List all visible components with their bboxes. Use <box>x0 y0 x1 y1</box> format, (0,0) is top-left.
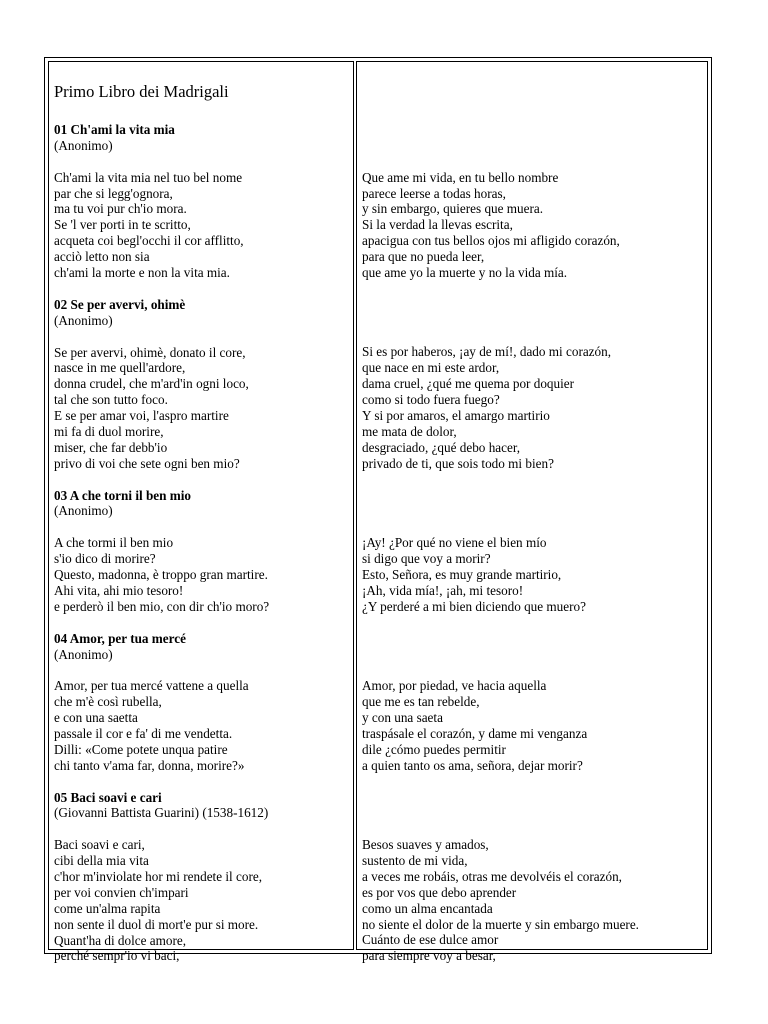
poem-title: 02 Se per avervi, ohimè <box>54 296 186 312</box>
italian-verse-line: mi fa di duol morire, <box>54 423 164 439</box>
italian-verse-line: ma tu voi pur ch'io mora. <box>54 201 187 217</box>
spacer <box>362 615 705 631</box>
italian-verse-line: Baci soavi e cari, <box>54 837 145 853</box>
italian-column <box>48 61 354 964</box>
spanish-verse-line: apacigua con tus bellos ojos mi afligido corazón, <box>362 233 620 249</box>
spanish-verse-line: para que no pueda leer, <box>362 249 485 265</box>
poem-author: (Anonimo) <box>54 503 113 519</box>
italian-verse-line: c'hor m'inviolate hor mi rendete il core, <box>54 869 262 885</box>
spacer <box>54 519 351 535</box>
spanish-verse-line: que me es tan rebelde, <box>362 694 480 710</box>
spacer <box>362 472 705 488</box>
spanish-verse-line: Si la verdad la llevas escrita, <box>362 217 513 233</box>
spanish-column <box>356 61 708 964</box>
spanish-text <box>362 82 705 964</box>
spacer <box>362 519 705 535</box>
spacer <box>362 662 705 678</box>
poem-title: 05 Baci soavi e cari <box>54 789 162 805</box>
spanish-verse-line: Que ame mi vida, en tu bello nombre <box>362 169 559 185</box>
spacer <box>362 154 705 170</box>
spanish-verse-line: que ame yo la muerte y no la vida mía. <box>362 265 568 281</box>
spacer <box>362 774 705 790</box>
italian-verse-line: e con una saetta <box>54 710 138 726</box>
italian-verse-line: Se per avervi, ohimè, donato il core, <box>54 344 246 360</box>
spanish-verse-line: dile ¿cómo puedes permitir <box>362 741 506 757</box>
spacer <box>362 789 705 805</box>
italian-verse-line: acqueta coi begl'occhi il cor afflitto, <box>54 233 244 249</box>
italian-verse-line: nasce in me quell'ardore, <box>54 360 186 376</box>
poem-author: (Anonimo) <box>54 646 113 662</box>
italian-verse-line: perché sempr'io vi baci, <box>54 948 180 964</box>
italian-verse-line: par che si legg'ognora, <box>54 185 173 201</box>
spacer <box>362 487 705 503</box>
italian-verse-line: privo di voi che sete ogni ben mio? <box>54 455 240 471</box>
italian-verse-line: Dilli: «Come potete unqua patire <box>54 741 228 757</box>
spanish-verse-line: me mata de dolor, <box>362 423 457 439</box>
spanish-verse-line: no siente el dolor de la muerte y sin embargo muere. <box>362 916 639 932</box>
spanish-verse-line: ¿Y perderé a mi bien diciendo que muero? <box>362 598 586 614</box>
title-spacer <box>362 82 705 122</box>
italian-verse-line: acciò letto non sia <box>54 249 150 265</box>
spanish-verse-line: dama cruel, ¿qué me quema por doquier <box>362 376 575 392</box>
poem-title: 04 Amor, per tua mercé <box>54 630 186 646</box>
spanish-verse-line: si digo que voy a morir? <box>362 551 491 567</box>
italian-verse-line: s'io dico di morire? <box>54 551 156 567</box>
spacer <box>362 821 705 837</box>
spanish-verse-line: a veces me robáis, otras me devolvéis el corazón, <box>362 868 622 884</box>
spacer <box>54 662 351 678</box>
document-title: Primo Libro dei Madrigali <box>54 82 229 101</box>
spacer <box>362 313 705 329</box>
italian-verse-line: E se per amar voi, l'aspro martire <box>54 408 229 424</box>
spanish-verse-line: Amor, por piedad, ve hacia aquella <box>362 678 547 694</box>
italian-verse-line: A che tormi il ben mio <box>54 535 174 551</box>
italian-verse-line: ch'ami la morte e non la vita mia. <box>54 265 230 281</box>
italian-verse-line: cibi della mia vita <box>54 853 149 869</box>
spacer <box>54 154 351 170</box>
italian-verse-line: chi tanto v'ama far, donna, morire?» <box>54 757 245 773</box>
spanish-verse-line: a quien tanto os ama, señora, dejar morir? <box>362 757 583 773</box>
spanish-verse-line: privado de ti, que sois todo mi bien? <box>362 455 554 471</box>
spacer <box>54 615 351 631</box>
spacer <box>362 646 705 662</box>
poem-title: 03 A che torni il ben mio <box>54 487 192 503</box>
italian-verse-line: Se 'l ver porti in te scritto, <box>54 217 191 233</box>
italian-verse-line: che m'è così rubella, <box>54 694 162 710</box>
spanish-verse-line: parece leerse a todas horas, <box>362 185 506 201</box>
italian-verse-line: e perderò il ben mio, con dir ch'io moro? <box>54 598 270 614</box>
spanish-verse-line: como un alma encantada <box>362 900 493 916</box>
italian-verse-line: miser, che far debb'io <box>54 439 168 455</box>
spanish-verse-line: Si es por haberos, ¡ay de mí!, dado mi corazón, <box>362 344 612 360</box>
spanish-verse-line: desgraciado, ¿qué debo hacer, <box>362 439 521 455</box>
spanish-verse-line: sustento de mi vida, <box>362 852 468 868</box>
spacer <box>54 774 351 790</box>
spanish-verse-line: que nace en mi este ardor, <box>362 360 500 376</box>
italian-verse-line: donna crudel, che m'ard'in ogni loco, <box>54 376 249 392</box>
poem-title: 01 Ch'ami la vita mia <box>54 122 175 137</box>
spacer <box>54 281 351 297</box>
poem-author: (Anonimo) <box>54 312 113 328</box>
spanish-verse-line: como si todo fuera fuego? <box>362 392 500 408</box>
spacer <box>362 122 705 138</box>
poem-author: (Giovanni Battista Guarini) (1538-1612) <box>54 805 269 821</box>
spacer <box>362 631 705 647</box>
spanish-verse-line: Besos suaves y amados, <box>362 837 489 853</box>
italian-verse-line: Amor, per tua mercé vattene a quella <box>54 678 249 694</box>
spacer <box>54 329 351 345</box>
spanish-verse-line: Y si por amaros, el amargo martirio <box>362 408 550 424</box>
spacer <box>362 138 705 154</box>
poem-author: (Anonimo) <box>54 137 113 153</box>
spacer <box>362 281 705 297</box>
italian-verse-line: Questo, madonna, è troppo gran martire. <box>54 567 268 583</box>
italian-verse-line: come un'alma rapita <box>54 900 161 916</box>
document-table <box>44 57 712 964</box>
italian-verse-line: non sente il duol di mort'e pur si more. <box>54 916 259 932</box>
spacer <box>362 805 705 821</box>
italian-verse-line: per voi convien ch'impari <box>54 884 189 900</box>
spanish-verse-line: y con una saeta <box>362 709 443 725</box>
spanish-verse-line: para siempre voy a besar, <box>362 948 496 964</box>
spanish-verse-line: es por vos que debo aprender <box>362 884 517 900</box>
italian-verse-line: passale il cor e fa' di me vendetta. <box>54 725 233 741</box>
spanish-verse-line: y sin embargo, quieres que muera. <box>362 201 544 217</box>
italian-verse-line: Ch'ami la vita mia nel tuo bel nome <box>54 169 243 185</box>
spanish-verse-line: ¡Ah, vida mía!, ¡ah, mi tesoro! <box>362 582 524 598</box>
spacer <box>362 503 705 519</box>
italian-text <box>54 82 351 964</box>
spanish-verse-line: traspásale el corazón, y dame mi venganza <box>362 725 588 741</box>
spacer <box>362 297 705 313</box>
italian-verse-line: Ahi vita, ahi mio tesoro! <box>54 582 184 598</box>
spanish-verse-line: Cuánto de ese dulce amor <box>362 932 499 948</box>
spanish-verse-line: Esto, Señora, es muy grande martirio, <box>362 566 562 582</box>
spacer <box>54 472 351 488</box>
italian-verse-line: tal che son tutto foco. <box>54 392 168 408</box>
spacer <box>362 329 705 345</box>
italian-verse-line: Quant'ha di dolce amore, <box>54 932 187 948</box>
spanish-verse-line: ¡Ay! ¿Por qué no viene el bien mío <box>362 535 547 551</box>
spacer <box>54 821 351 837</box>
